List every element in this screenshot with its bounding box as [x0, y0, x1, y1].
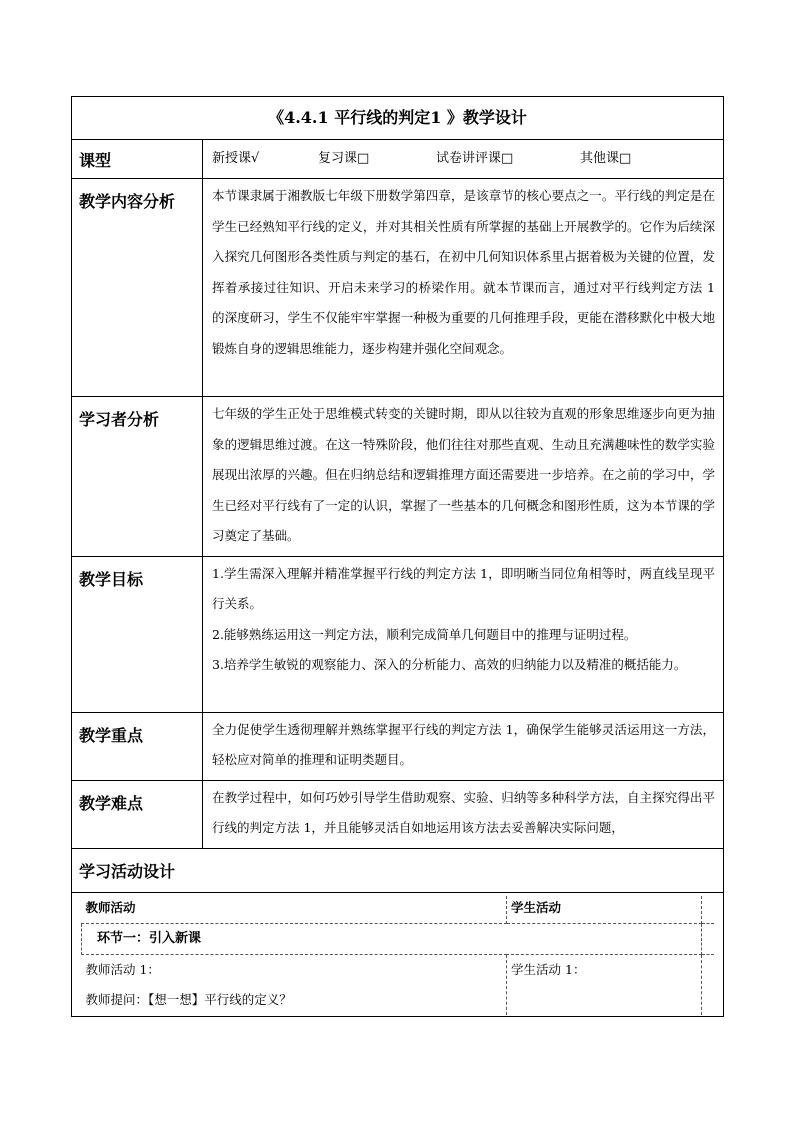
objective-item: 1.学生需深入理解并精准掌握平行线的判定方法 1，即明晰当同位角相等时，两直线呈现平行关系。 [212, 565, 716, 611]
learner-analysis-label: 学习者分析 [72, 397, 203, 557]
student-activity-header: 学生活动 [507, 896, 702, 924]
difficulties-row [72, 780, 724, 848]
teacher-activity-header: 教师活动 [82, 896, 507, 924]
course-type-option-exam-review: 试卷讲评课□ [436, 151, 514, 166]
student-activity-1-label: 学生活动 1： [511, 962, 586, 977]
activity-design-cell [72, 892, 724, 1016]
learner-analysis-row [72, 397, 724, 557]
teacher-activity-1-label: 教师活动 1： [85, 962, 160, 977]
activity-table [81, 896, 714, 1016]
student-activity-cell [507, 955, 702, 1016]
objectives-list [203, 556, 724, 712]
content-analysis-text: 本节课隶属于湘教版七年级下册数学第四章，是该章节的核心要点之一。平行线的判定是在学生已经熟知平行线的定义，并对其相关性质有所掌握的基础上开展教学的。它作为后续深入探究几何图形各类性质与判定的基石，在初中几何知识体系里占据着极为关键的位置，发挥着承接过往知识、开启未来学习的桥梁作用。就本节课而言，通过对平行线判定方法 1 的深度研习，学生不仅能牢牢掌握一种极为重要的几何推理手段，更能在潜移默化中极大地锻炼自身的逻辑思维能力，逐步构建并强化空间观念。 [203, 179, 724, 397]
segment-row [82, 924, 715, 955]
activity-design-row [72, 892, 724, 1016]
key-points-text: 全力促使学生透彻理解并熟练掌握平行线的判定方法 1，确保学生能够灵活运用这一方法，轻松应对简单的推理和证明类题目。 [203, 712, 724, 780]
lesson-plan-table [71, 96, 724, 1017]
key-points-row [72, 712, 724, 780]
course-type-option-new: 新授课√ [212, 151, 260, 166]
document-title: 《4.4.1 平行线的判定1 》教学设计 [72, 97, 724, 140]
document-page [71, 96, 723, 1017]
learner-analysis-text: 七年级的学生正处于思维模式转变的关键时期，即从以往较为直观的形象思维逐步向更为抽象的逻辑思维过渡。在这一特殊阶段，他们往往对那些直观、生动且充满趣味性的数学实验展现出浓厚的兴趣。但在归纳总结和逻辑推理方面还需要进一步培养。在之前的学习中，学生已经对平行线有了一定的认识，掌握了一些基本的几何概念和图形性质，这为本节课的学习奠定了基础。 [203, 397, 724, 557]
objective-item: 3.培养学生敏锐的观察能力、深入的分析能力、高效的归纳能力以及精准的概括能力。 [212, 657, 687, 672]
activity-table-header [82, 896, 715, 924]
title-row [72, 97, 724, 140]
difficulties-text: 在教学过程中，如何巧妙引导学生借助观察、实验、归纳等多种科学方法，自主探究得出平行线的判定方法 1，并且能够灵活自如地运用该方法去妥善解决实际问题， [203, 780, 724, 848]
activity-design-title: 学习活动设计 [72, 848, 724, 892]
teacher-question: 教师提问：【想一想】平行线的定义？ [85, 992, 292, 1007]
course-type-options [203, 140, 724, 179]
content-analysis-row [72, 179, 724, 397]
objectives-label: 教学目标 [72, 556, 203, 712]
activity-design-header-row [72, 848, 724, 892]
activity-row [82, 955, 715, 1016]
objectives-row [72, 556, 724, 712]
objective-item: 2.能够熟练运用这一判定方法，顺利完成简单几何题目中的推理与证明过程。 [212, 626, 637, 642]
key-points-label: 教学重点 [72, 712, 203, 780]
difficulties-label: 教学难点 [72, 780, 203, 848]
content-analysis-label: 教学内容分析 [72, 179, 203, 397]
course-type-row [72, 140, 724, 179]
segment-1-title: 环节一：引入新课 [82, 924, 702, 955]
teacher-activity-cell [82, 955, 507, 1016]
course-type-option-other: 其他课□ [580, 151, 632, 166]
course-type-label: 课型 [72, 140, 203, 179]
course-type-option-review: 复习课□ [318, 151, 370, 166]
